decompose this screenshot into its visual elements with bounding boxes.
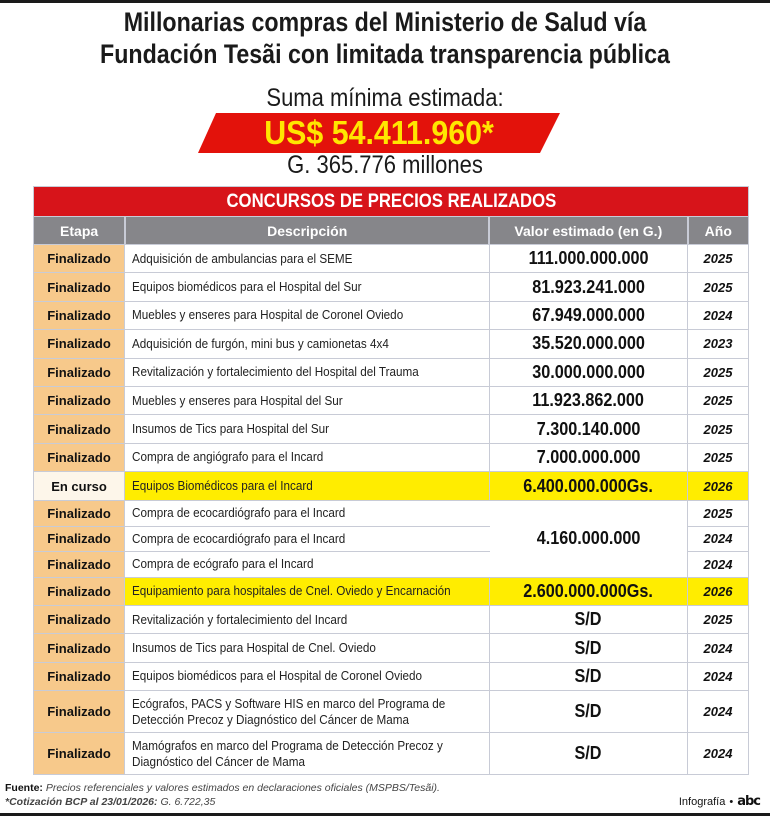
valor-cell	[490, 578, 688, 605]
descripcion-cell	[125, 387, 490, 414]
credit-text: Infografía	[678, 795, 726, 808]
valor-text: 11.923.862.000	[532, 390, 645, 411]
amount-banner	[198, 113, 560, 153]
valor-text: 2.600.000.000Gs.	[523, 580, 654, 601]
etapa-cell: Finalizado	[34, 578, 125, 605]
merged-rows-left	[34, 501, 490, 577]
valor-cell	[490, 444, 688, 471]
table-row	[34, 501, 490, 526]
valor-text: 67.949.000.000	[532, 304, 645, 325]
anio-cell: 2025	[688, 387, 748, 414]
descripcion-cell	[125, 472, 490, 500]
descripcion-text: Insumos de Tics para Hospital del Sur	[132, 421, 330, 437]
table-title	[34, 187, 748, 216]
descripcion-cell	[125, 245, 490, 272]
descripcion-cell	[125, 302, 490, 329]
descripcion-text: Revitalización y fortalecimiento del Incard	[132, 611, 348, 627]
anio-cell: 2023	[688, 330, 748, 357]
valor-cell	[490, 606, 688, 633]
source-line	[5, 781, 440, 795]
valor-text: S/D	[574, 665, 602, 686]
descripcion-text: Equipos biomédicos para el Hospital del Sur	[132, 279, 362, 295]
descripcion-text: Adquisición de furgón, mini bus y camionetas 4x4	[132, 335, 389, 351]
anio-cell: 2024	[688, 634, 748, 661]
valor-text: 111.000.000.000	[528, 248, 649, 269]
etapa-cell: Finalizado	[34, 415, 125, 442]
column-header-descripcion: Descripción	[126, 217, 490, 244]
descripcion-cell	[125, 273, 490, 300]
valor-text: S/D	[574, 609, 602, 630]
merged-anio-column	[688, 501, 748, 577]
footer-notes	[5, 781, 440, 809]
table-row-highlighted	[34, 471, 748, 500]
anio-cell: 2026	[688, 578, 748, 605]
etapa-cell: Finalizado	[34, 552, 125, 577]
descripcion-line-1: Ecógrafos, PACS y Software HIS en marco del Programa de	[132, 695, 446, 711]
descripcion-cell	[125, 359, 490, 386]
exchange-note-line	[5, 795, 440, 809]
table-row	[34, 633, 748, 661]
exchange-note-text: G. 6.722,35	[160, 796, 216, 808]
column-header-etapa: Etapa	[34, 217, 126, 244]
anio-cell: 2024	[688, 733, 748, 774]
valor-text: 35.520.000.000	[532, 333, 645, 354]
descripcion-text: Compra de angiógrafo para el Incard	[132, 449, 324, 465]
descripcion-text: Equipamiento para hospitales de Cnel. Oviedo y Encarnación	[132, 583, 451, 599]
source-text: Precios referenciales y valores estimados en declaraciones oficiales (MSPBS/Tesãi).	[45, 782, 440, 794]
valor-cell	[490, 634, 688, 661]
amount-guaranies: G. 365.776 millones	[287, 151, 483, 179]
etapa-cell: Finalizado	[34, 245, 125, 272]
descripcion-text: Revitalización y fortalecimiento del Hospital del Trauma	[132, 364, 419, 380]
table-row	[34, 272, 748, 300]
descripcion-cell	[125, 663, 490, 690]
valor-cell	[490, 472, 688, 500]
descripcion-text: Compra de ecocardiógrafo para el Incard	[132, 530, 346, 546]
descripcion-cell	[125, 444, 490, 471]
anio-cell: 2025	[688, 245, 748, 272]
valor-cell	[490, 302, 688, 329]
anio-cell: 2024	[688, 691, 748, 732]
contracts-table	[33, 186, 749, 775]
table-header-row	[34, 216, 748, 244]
anio-cell: 2024	[688, 302, 748, 329]
bullet-separator: •	[729, 795, 734, 808]
etapa-cell: Finalizado	[34, 330, 125, 357]
subtitle: Suma mínima estimada:	[266, 84, 504, 112]
valor-text: 4.160.000.000	[536, 528, 641, 549]
descripcion-line-1: Mamógrafos en marco del Programa de Detección Precoz y	[132, 737, 443, 753]
anio-cell: 2024	[688, 663, 748, 690]
column-header-valor: Valor estimado (en G.)	[490, 217, 688, 244]
exchange-note-label: *Cotización BCP al 23/01/2026:	[5, 796, 158, 808]
descripcion-text: Equipos Biomédicos para el Incard	[132, 478, 313, 494]
descripcion-text: Muebles y enseres para Hospital del Sur	[132, 392, 343, 408]
etapa-cell: Finalizado	[34, 733, 125, 774]
page-title	[54, 6, 716, 70]
etapa-cell: Finalizado	[34, 527, 125, 552]
valor-cell	[490, 691, 688, 732]
anio-cell: 2026	[688, 472, 748, 500]
title-line-1: Millonarias compras del Ministerio de Salud vía	[123, 7, 647, 37]
valor-cell	[490, 359, 688, 386]
table-row	[34, 690, 748, 732]
table-row	[34, 526, 490, 552]
etapa-cell: Finalizado	[34, 359, 125, 386]
anio-cell: 2024	[688, 526, 748, 552]
descripcion-line-2: Diagnóstico del Cáncer de Mama	[132, 753, 305, 769]
etapa-cell: Finalizado	[34, 606, 125, 633]
valor-text: S/D	[574, 701, 602, 722]
etapa-cell: Finalizado	[34, 501, 125, 526]
table-row	[34, 662, 748, 690]
descripcion-text: Compra de ecocardiógrafo para el Incard	[132, 505, 346, 521]
column-header-anio: Año	[704, 222, 732, 239]
credit	[679, 794, 760, 809]
descripcion-cell	[125, 527, 490, 552]
etapa-cell: Finalizado	[34, 634, 125, 661]
valor-text: 7.300.140.000	[536, 418, 641, 439]
etapa-cell: Finalizado	[34, 663, 125, 690]
etapa-cell: Finalizado	[34, 444, 125, 471]
valor-cell	[490, 415, 688, 442]
descripcion-text: Insumos de Tics para Hospital de Cnel. Oviedo	[132, 640, 376, 656]
anio-cell: 2025	[688, 415, 748, 442]
etapa-cell: Finalizado	[34, 273, 125, 300]
descripcion-cell	[125, 552, 490, 577]
valor-text: S/D	[574, 637, 602, 658]
valor-text: 81.923.241.000	[532, 276, 645, 297]
valor-text: S/D	[574, 743, 602, 764]
anio-cell: 2025	[688, 606, 748, 633]
valor-cell	[490, 330, 688, 357]
table-row	[34, 301, 748, 329]
anio-cell: 2025	[703, 505, 733, 521]
anio-cell: 2024	[688, 551, 748, 577]
descripcion-cell	[125, 634, 490, 661]
descripcion-text: Adquisición de ambulancias para el SEME	[132, 250, 353, 266]
table-row	[34, 329, 748, 357]
source-label: Fuente:	[5, 782, 43, 794]
etapa-cell: Finalizado	[34, 691, 125, 732]
descripcion-cell	[125, 606, 490, 633]
etapa-cell: Finalizado	[34, 302, 125, 329]
etapa-cell: Finalizado	[34, 387, 125, 414]
anio-cell: 2025	[688, 359, 748, 386]
valor-text: 30.000.000.000	[532, 361, 645, 382]
descripcion-cell	[125, 330, 490, 357]
descripcion-cell	[125, 691, 490, 732]
abc-logo: abc	[737, 794, 760, 809]
descripcion-text: Compra de ecógrafo para el Incard	[132, 556, 314, 572]
table-row	[34, 443, 748, 471]
descripcion-cell	[125, 578, 490, 605]
amount-usd: US$ 54.411.960*	[264, 114, 494, 151]
valor-cell	[490, 273, 688, 300]
valor-cell	[490, 663, 688, 690]
valor-cell	[490, 245, 688, 272]
descripcion-cell	[125, 501, 490, 526]
table-row	[34, 386, 748, 414]
anio-cell: 2025	[688, 444, 748, 471]
descripcion-line-2: Detección Precoz y Diagnóstico del Cáncer de Mama	[132, 711, 410, 727]
table-row	[34, 358, 748, 386]
table-row	[34, 551, 490, 577]
valor-cell	[490, 387, 688, 414]
table-row-highlighted	[34, 577, 748, 605]
merged-row-group	[34, 500, 748, 577]
valor-text: 7.000.000.000	[536, 446, 641, 467]
merged-valor-cell	[490, 501, 688, 577]
anio-cell: 2025	[688, 273, 748, 300]
valor-cell	[490, 733, 688, 774]
table-title-text: CONCURSOS DE PRECIOS REALIZADOS	[226, 191, 556, 212]
top-border	[0, 0, 770, 3]
etapa-cell: En curso	[34, 472, 125, 500]
table-row	[34, 414, 748, 442]
descripcion-text: Equipos biomédicos para el Hospital de Coronel Oviedo	[132, 668, 423, 684]
valor-text: 6.400.000.000Gs.	[523, 475, 654, 496]
descripcion-cell	[125, 415, 490, 442]
table-row	[34, 732, 748, 774]
descripcion-cell	[125, 733, 490, 774]
table-row	[34, 244, 748, 272]
descripcion-text: Muebles y enseres para Hospital de Coronel Oviedo	[132, 307, 404, 323]
title-line-2: Fundación Tesãi con limitada transparencia pública	[100, 39, 670, 69]
table-row	[34, 605, 748, 633]
